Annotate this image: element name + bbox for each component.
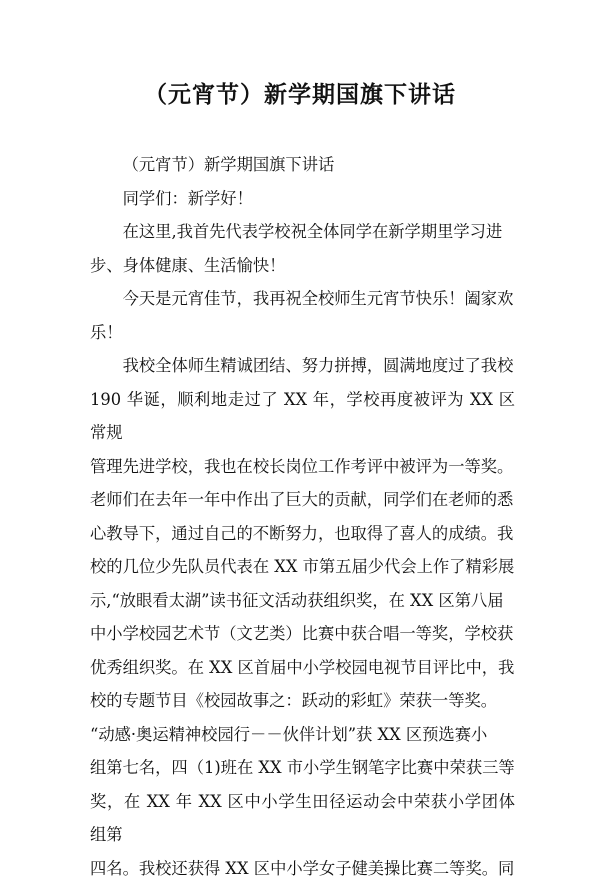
text-line: 示,“放眼看太湖”读书征文活动获组织奖，在 XX 区第八届 — [90, 584, 515, 618]
text-line: 校的几位少先队员代表在 XX 市第五届少代会上作了精彩展 — [90, 550, 515, 584]
text-line: 在这里,我首先代表学校祝全体同学在新学期里学习进 — [90, 215, 515, 249]
text-line: 190 华诞，顺利地走过了 XX 年，学校再度被评为 XX 区常规 — [90, 383, 515, 450]
text-line: 中小学校园艺术节（文艺类）比赛中获合唱一等奖，学校获 — [90, 617, 515, 651]
document-body — [90, 148, 515, 885]
paragraph-lantern-festival — [90, 282, 515, 349]
document-title: （元宵节）新学期国旗下讲话 — [0, 76, 600, 109]
text-line: 同学们：新学好！ — [90, 182, 515, 216]
text-line: 四名。我校还获得 XX 区中小学女子健美操比赛二等奖。同 — [90, 852, 515, 885]
text-line: 我校全体师生精诚团结、努力拼搏，圆满地度过了我校 — [90, 349, 515, 383]
paragraph-wishes — [90, 215, 515, 282]
text-line: 老师们在去年一年中作出了巨大的贡献，同学们在老师的悉 — [90, 483, 515, 517]
text-line: 组第七名，四（1)班在 XX 市小学生钢笔字比赛中荣获三等 — [90, 751, 515, 785]
text-line: “动感·奥运精神校园行－－伙伴计划”获 XX 区预选赛小 — [90, 718, 515, 752]
text-line: 心教导下，通过自己的不断努力，也取得了喜人的成绩。我 — [90, 517, 515, 551]
text-line: 今天是元宵佳节，我再祝全校师生元宵节快乐！阖家欢 — [90, 282, 515, 316]
paragraph-greeting — [90, 182, 515, 216]
text-line: 奖，在 XX 年 XX 区中小学生田径运动会中荣获小学团体组第 — [90, 785, 515, 852]
text-line: 乐！ — [90, 316, 515, 350]
text-line: 校的专题节目《校园故事之：跃动的彩虹》荣获一等奖。 — [90, 684, 515, 718]
text-line: 步、身体健康、生活愉快！ — [90, 249, 515, 283]
text-line: （元宵节）新学期国旗下讲话 — [90, 148, 515, 182]
paragraph-achievements — [90, 349, 515, 885]
text-line: 优秀组织奖。在 XX 区首届中小学校园电视节目评比中，我 — [90, 651, 515, 685]
text-line: 管理先进学校，我也在校长岗位工作考评中被评为一等奖。 — [90, 450, 515, 484]
paragraph-subtitle — [90, 148, 515, 182]
